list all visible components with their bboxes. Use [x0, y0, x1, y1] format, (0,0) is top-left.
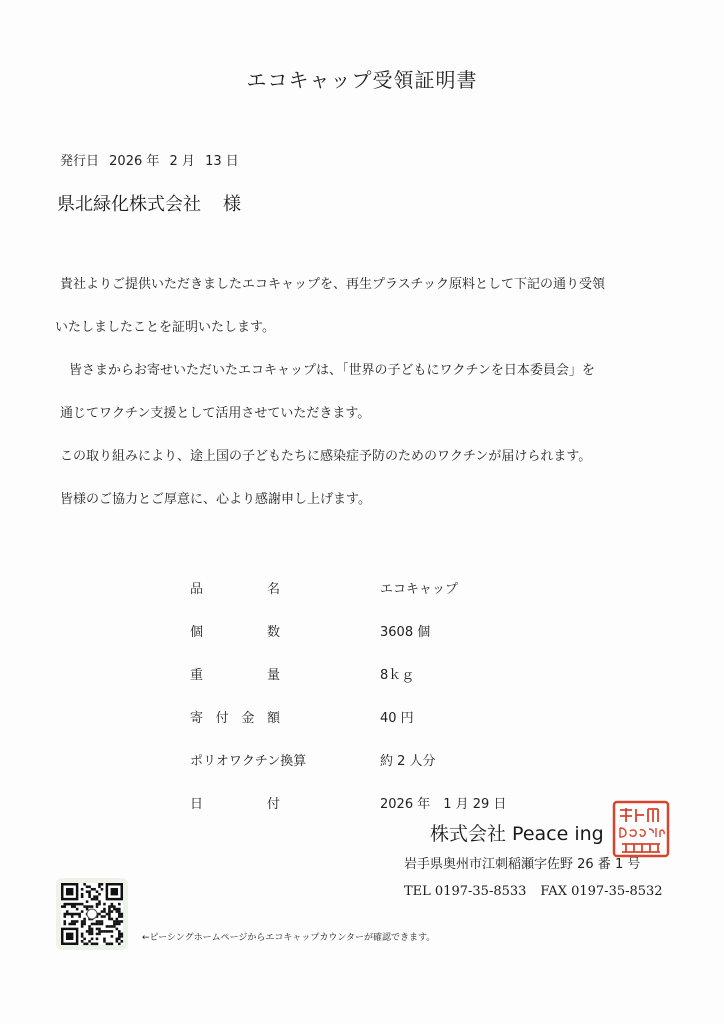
qr-module [121, 920, 124, 923]
company-seal-icon [612, 800, 670, 858]
detail-label [190, 707, 280, 726]
qr-module [81, 935, 84, 938]
qr-module [83, 918, 86, 921]
qr-module [81, 910, 84, 913]
detail-row-date [190, 781, 550, 824]
qr-module [108, 910, 111, 913]
body-line: いたしましたことを証明いたします。 [55, 320, 275, 335]
qr-module [108, 915, 111, 918]
qr-module [103, 915, 106, 918]
qr-module [101, 915, 104, 918]
qr-module [68, 923, 71, 926]
qr-module [118, 913, 121, 916]
qr-module [98, 883, 101, 886]
qr-module [108, 918, 111, 921]
recipient-name: 県北緑化株式会社 [57, 194, 201, 215]
detail-label-char: 品 [190, 582, 204, 597]
qr-module [101, 930, 104, 933]
qr-module [63, 903, 66, 906]
detail-row-donation [190, 695, 550, 738]
qr-finder-inner [66, 933, 73, 940]
qr-module [103, 908, 106, 911]
qr-module [83, 883, 86, 886]
qr-module [96, 943, 99, 946]
qr-module [98, 930, 101, 933]
qr-module [93, 923, 96, 926]
qr-module [81, 893, 84, 896]
detail-value: エコキャップ [380, 582, 459, 597]
qr-module [71, 905, 74, 908]
qr-module [81, 940, 84, 943]
detail-label: ポリオワクチン換算 [190, 754, 307, 769]
detail-label-char: 重 [190, 668, 204, 683]
qr-module [96, 920, 99, 923]
detail-label [190, 621, 280, 640]
qr-module [106, 925, 109, 928]
qr-module [101, 920, 104, 923]
detail-label-char: 付 [215, 711, 229, 726]
qr-module [118, 903, 121, 906]
qr-code-icon [56, 878, 128, 950]
qr-module [96, 903, 99, 906]
qr-module [118, 920, 121, 923]
detail-row-polio [190, 738, 550, 781]
qr-module [111, 935, 114, 938]
qr-module [93, 895, 96, 898]
qr-module [108, 930, 111, 933]
detail-value: 約 2 人分 [380, 754, 436, 769]
qr-module [113, 925, 116, 928]
qr-module [116, 910, 119, 913]
qr-module [116, 940, 119, 943]
qr-module [73, 920, 76, 923]
qr-module [71, 920, 74, 923]
qr-module [78, 903, 81, 906]
company-address: 岩手県奥州市江刺稲瀬字佐野 26 番 1 号 [404, 857, 641, 872]
issue-date [60, 150, 245, 169]
detail-label-char: 額 [266, 711, 280, 726]
qr-module [61, 905, 64, 908]
qr-module [81, 920, 84, 923]
qr-module [76, 908, 79, 911]
detail-label [190, 664, 280, 683]
qr-module [106, 930, 109, 933]
qr-module [116, 923, 119, 926]
qr-module [118, 923, 121, 926]
qr-module [88, 928, 91, 931]
qr-module [81, 933, 84, 936]
qr-module [71, 923, 74, 926]
qr-module [63, 920, 66, 923]
body-line: 皆様のご協力とご厚意に、心より感謝申し上げます。 [60, 492, 371, 507]
qr-module [88, 895, 91, 898]
qr-finder-inner [66, 888, 73, 895]
qr-module [98, 885, 101, 888]
qr-module [98, 900, 101, 903]
qr-module [108, 925, 111, 928]
qr-module [83, 938, 86, 941]
qr-module [81, 895, 84, 898]
qr-module [113, 920, 116, 923]
qr-module [96, 905, 99, 908]
qr-module [73, 913, 76, 916]
company-name: 株式会社 Peace ing [430, 823, 604, 845]
qr-module [86, 890, 89, 893]
qr-module [116, 918, 119, 921]
qr-module [96, 923, 99, 926]
detail-label-char: 個 [190, 625, 204, 640]
qr-module [71, 915, 74, 918]
qr-module [98, 928, 101, 931]
detail-label-char: 数 [266, 625, 280, 640]
details-table [190, 566, 550, 824]
detail-label [190, 578, 280, 597]
detail-label-char: 寄 [190, 711, 204, 726]
qr-module [101, 923, 104, 926]
detail-row-weight [190, 652, 550, 695]
qr-module [118, 935, 121, 938]
qr-module [91, 943, 94, 946]
qr-module [113, 923, 116, 926]
qr-module [88, 890, 91, 893]
qr-module [106, 943, 109, 946]
qr-module [91, 928, 94, 931]
detail-label-char: 日 [190, 797, 204, 812]
qr-module [73, 903, 76, 906]
qr-module [66, 903, 69, 906]
qr-module [108, 905, 111, 908]
qr-module [96, 890, 99, 893]
qr-module [98, 903, 101, 906]
body-line: 貴社よりご提供いただきましたエコキャップを、再生プラスチック原料として下記の通り受領 [60, 277, 605, 292]
qr-module [73, 923, 76, 926]
recipient-honorific: 様 [223, 194, 241, 215]
qr-module [91, 938, 94, 941]
issue-date-day: 13 日 [205, 154, 239, 169]
qr-module [111, 903, 114, 906]
qr-module [116, 908, 119, 911]
qr-module [118, 938, 121, 941]
qr-module [78, 915, 81, 918]
qr-module [93, 888, 96, 891]
qr-module [108, 908, 111, 911]
qr-module [98, 913, 101, 916]
qr-module [118, 910, 121, 913]
qr-module [91, 888, 94, 891]
qr-module [76, 920, 79, 923]
qr-module [78, 913, 81, 916]
recipient [57, 190, 241, 216]
qr-module [88, 885, 91, 888]
qr-module [118, 908, 121, 911]
qr-module [101, 883, 104, 886]
qr-module [63, 923, 66, 926]
detail-value: 3608 個 [380, 625, 431, 640]
qr-note: ←ピーシングホームページからエコキャップカウンターが確認できます。 [142, 933, 436, 943]
qr-module [93, 898, 96, 901]
qr-module [113, 905, 116, 908]
qr-module [103, 903, 106, 906]
qr-module [63, 905, 66, 908]
qr-module [111, 918, 114, 921]
qr-module [98, 933, 101, 936]
qr-module [86, 900, 89, 903]
company-tel: TEL 0197-35-8533 [404, 884, 527, 899]
qr-module [111, 925, 114, 928]
qr-module [81, 923, 84, 926]
qr-module [111, 910, 114, 913]
qr-module [116, 928, 119, 931]
qr-module [88, 893, 91, 896]
qr-module [118, 933, 121, 936]
qr-module [81, 903, 84, 906]
qr-module [88, 905, 91, 908]
qr-module [103, 940, 106, 943]
qr-finder-inner [111, 888, 118, 895]
qr-module [118, 930, 121, 933]
qr-module [68, 913, 71, 916]
qr-module [81, 925, 84, 928]
issue-date-label: 発行日 [60, 154, 100, 169]
qr-module [101, 910, 104, 913]
detail-value: 40 円 [380, 711, 414, 726]
detail-value: 8ｋｇ [380, 668, 415, 683]
qr-module [88, 925, 91, 928]
qr-module [96, 938, 99, 941]
body-line: この取り組みにより、途上国の子どもたちに感染症予防のためのワクチンが届けられます。 [60, 449, 592, 464]
qr-module [83, 943, 86, 946]
qr-module [113, 908, 116, 911]
qr-module [63, 915, 66, 918]
detail-label-char: 付 [266, 797, 280, 812]
qr-module [91, 930, 94, 933]
qr-module [91, 923, 94, 926]
qr-module [103, 938, 106, 941]
qr-module [76, 913, 79, 916]
qr-module [96, 895, 99, 898]
qr-module [116, 920, 119, 923]
qr-module [86, 908, 89, 911]
qr-module [118, 943, 121, 946]
qr-module [93, 943, 96, 946]
qr-module [121, 935, 124, 938]
qr-module [96, 928, 99, 931]
qr-module [73, 905, 76, 908]
qr-module [111, 930, 114, 933]
detail-label [190, 793, 280, 812]
detail-row-count [190, 609, 550, 652]
document-title: エコキャップ受領証明書 [246, 68, 478, 92]
qr-module [106, 913, 109, 916]
qr-module [118, 915, 121, 918]
detail-label-char: 名 [266, 582, 280, 597]
body-line: 通じてワクチン支援として活用させていただきます。 [60, 406, 371, 421]
qr-module [63, 913, 66, 916]
company-contact [404, 884, 663, 899]
qr-module [86, 943, 89, 946]
qr-module [121, 913, 124, 916]
qr-module [98, 893, 101, 896]
body-line: 皆さまからお寄せいただいたエコキャップは、「世界の子どもにワクチンを日本委員会」を [69, 363, 595, 378]
qr-module [96, 933, 99, 936]
company-fax: FAX 0197-35-8532 [540, 884, 663, 899]
qr-module [91, 898, 94, 901]
qr-module [108, 913, 111, 916]
qr-module [111, 905, 114, 908]
qr-module [76, 903, 79, 906]
issue-date-month: 2 月 [169, 154, 195, 169]
qr-module [103, 930, 106, 933]
qr-module [88, 940, 91, 943]
detail-label-char: 金 [241, 711, 255, 726]
qr-module [68, 903, 71, 906]
detail-row-product [190, 566, 550, 609]
qr-module [71, 913, 74, 916]
qr-module [103, 910, 106, 913]
qr-module [98, 923, 101, 926]
qr-module [86, 885, 89, 888]
qr-module [91, 933, 94, 936]
qr-module [86, 930, 89, 933]
detail-value: 2026 年 1 月 29 日 [380, 797, 507, 812]
qr-module [116, 938, 119, 941]
body-text [55, 270, 695, 528]
qr-module [83, 920, 86, 923]
qr-module [71, 903, 74, 906]
qr-module [66, 913, 69, 916]
qr-module [88, 933, 91, 936]
qr-module [108, 943, 111, 946]
qr-module [121, 915, 124, 918]
qr-code[interactable] [56, 878, 128, 950]
qr-module [88, 930, 91, 933]
qr-module [91, 905, 94, 908]
qr-module [121, 933, 124, 936]
qr-module [96, 898, 99, 901]
issue-date-year: 2026 年 [109, 154, 160, 169]
qr-center-logo [87, 909, 97, 919]
qr-module [81, 888, 84, 891]
qr-module [86, 905, 89, 908]
qr-module [121, 940, 124, 943]
qr-module [98, 920, 101, 923]
qr-module [83, 923, 86, 926]
qr-module [83, 905, 86, 908]
qr-module [101, 888, 104, 891]
qr-module [111, 943, 114, 946]
qr-module [66, 910, 69, 913]
detail-label-char: 量 [266, 668, 280, 683]
